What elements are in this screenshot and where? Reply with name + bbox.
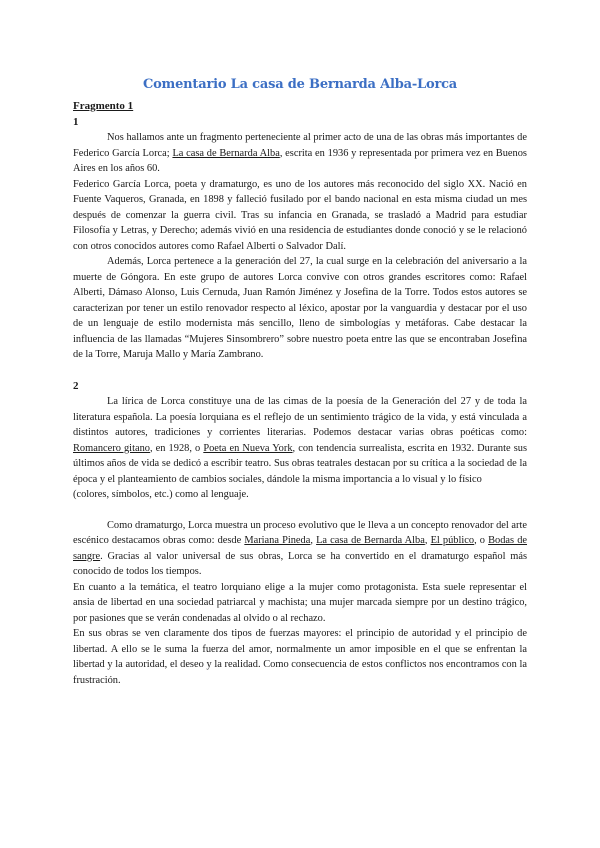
text-run: Nos hallamos ante un fragmento perteneciente al primer acto de una de las obras más importantes de Federico García Lorca; xyxy=(73,132,527,159)
document-body xyxy=(73,99,527,688)
text-run: La lírica de Lorca constituye una de las cimas de la poesía de la Generación del 27 y de toda la literatura española. La poesía lorquiana es el reflejo de un sentimiento trágico de la vida, y está vinculada a distintos autores, tradiciones y corrientes literarias. Podemos destacar varias obras poéticas como: xyxy=(73,396,527,438)
paragraph-lyric xyxy=(73,394,527,487)
text-run: , xyxy=(424,535,431,546)
text-run: , con tendencia surrealista, escrita en 1932. Durante sus últimos años de vida se dedicó a escribir teatro. Sus obras teatrales destacan por su crítica a la sociedad de la época y el planteamiento de cambios sociales, dándole la misma importancia a lo visual y lo físico xyxy=(73,442,528,485)
text-run: . Gracias al valor universal de sus obras, Lorca se ha convertido en el dramaturgo español más conocido de todos los tiempos. xyxy=(73,550,527,577)
section-number-1: 1 xyxy=(73,115,79,128)
paragraph-theme: En cuanto a la temática, el teatro lorquiano elige a la mujer como protagonista. Esta suele representar el ansia de libertad en una sociedad patriarcal y machista; una mujer marcada siempre por un destino trágico, por pasiones que se verán condenadas al olvido o al rechazo. xyxy=(73,581,527,624)
paragraph-generation-27: Además, Lorca pertenece a la generación del 27, la cual surge en la celebración del aniversario a la muerte de Góngora. En este grupo de autores Lorca convive con otros grandes escritores como: Rafael Alberti, Dámaso Alonso, Luis Cernuda, Juan Ramón Jiménez y Josefina de la Torre. Todos estos autores se caracterizan por tener un estilo renovador respecto al léxico, apostar por la vanguardia y destacar por el uso de un lenguaje de estilo modernista más sencillo, lleno de simbologías y metáforas. Cabe destacar la influencia de las llamadas “Mujeres Sinsombrero” sobre nuestro poeta entre las que se encontraban Josefina de la Torre, Maruja Mallo y María Zambrano. xyxy=(73,256,527,360)
work-title-link: El público xyxy=(430,535,475,546)
text-run: , en 1928, o xyxy=(149,442,204,454)
fragment-heading: Fragmento 1 xyxy=(73,100,134,112)
work-title-link: Mariana Pineda xyxy=(244,535,311,546)
work-title-link: La casa de Bernarda Alba xyxy=(172,147,280,159)
work-title-link: Bodas de sangre xyxy=(73,535,528,562)
section-number-2: 2 xyxy=(73,379,79,392)
paragraph-biography: Federico García Lorca, poeta y dramaturgo, es uno de los autores más reconocido del siglo XX. Nació en Fuente Vaqueros, Granada, en 1898 y falleció fusilado por el bando nacional en esta misma ciudad un mes después de comenzar la guerra civil. Tras su infancia en Granada, se trasladó a Madrid para estudiar Filosofía y Letras, y Derecho; además vivió en una residencia de estudiantes donde conoció y se le relacionó con otros conocidos autores como Rafael Alberti o Salvador Dalí. xyxy=(73,178,527,252)
text-run: , xyxy=(310,535,317,546)
text-run: , o xyxy=(474,535,489,546)
text-run: , escrita en 1936 y representada por primera vez en Buenos Aires en los años 60. xyxy=(73,147,527,174)
work-title-link: La casa de Bernarda Alba xyxy=(316,535,425,546)
paragraph-forces: En sus obras se ven claramente dos tipos de fuerzas mayores: el principio de autoridad y el principio de libertad. A ello se le suma la fuerza del amor, normalmente un amor imposible en el que se enfrentan la libertad y la autoridad, el deseo y la realidad. Como consecuencia de estos conflictos nos encontramos con la frustración. xyxy=(73,628,527,686)
document-title: Comentario La casa de Bernarda Alba-Lorca xyxy=(142,77,458,92)
paragraph-dramatist xyxy=(73,518,527,580)
work-title-link: Romancero gitano xyxy=(73,442,150,454)
work-title-link: Poeta en Nueva York xyxy=(203,442,293,454)
paragraph-intro xyxy=(73,130,527,177)
paragraph-lyric-end: (colores, símbolos, etc.) como al lenguaje. xyxy=(73,489,249,500)
text-run: Como dramaturgo, Lorca muestra un proceso evolutivo que le lleva a un concepto renovador del arte escénico destacamos obras como: desde xyxy=(73,519,527,546)
